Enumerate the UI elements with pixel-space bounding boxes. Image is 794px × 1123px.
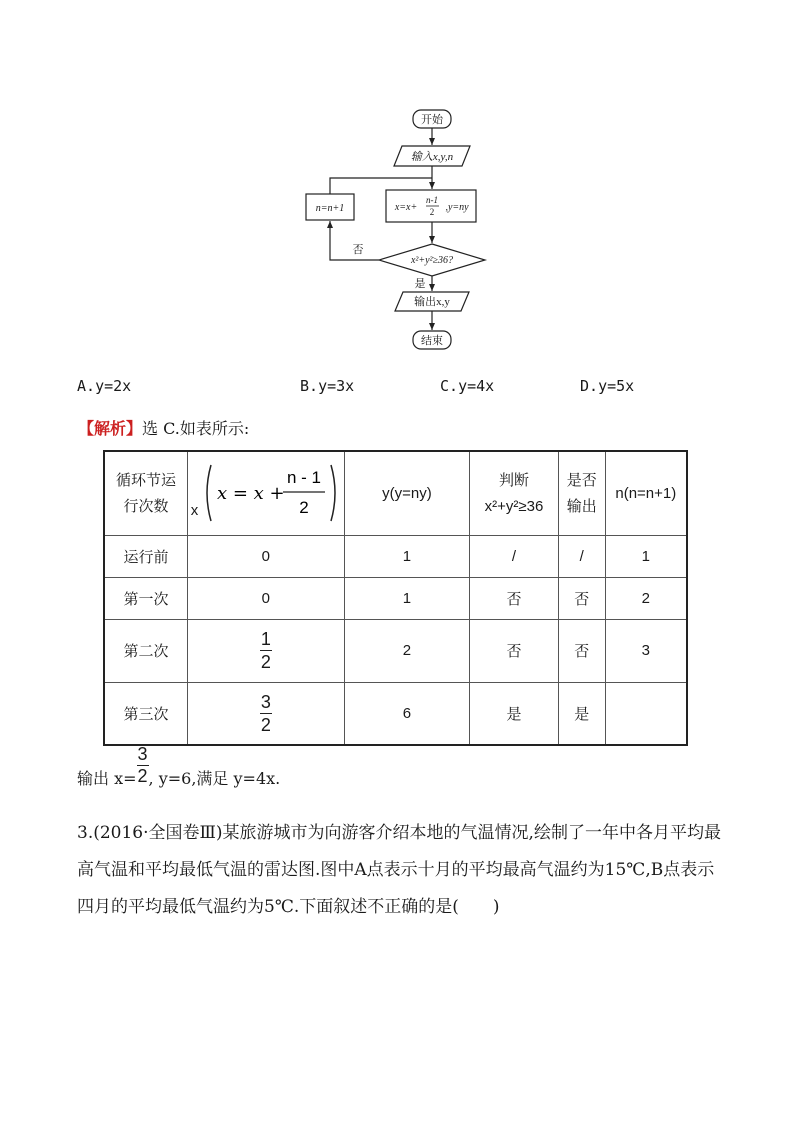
row-output: 是 <box>558 682 605 745</box>
header-loop: 循环节运 行次数 <box>104 451 187 535</box>
flow-output-text: 输出x,y <box>414 296 450 308</box>
header-x-formula <box>203 461 341 525</box>
flow-assign-suffix: ,y=ny <box>445 202 469 213</box>
row-label: 第二次 <box>104 619 187 682</box>
row-x <box>187 619 344 682</box>
row-y: 2 <box>344 619 469 682</box>
header-x-expr: x = x + <box>216 483 285 505</box>
row-judge: 否 <box>470 577 559 619</box>
row-x-fraction: $\frac{3}{2}$ <box>260 691 271 735</box>
flow-condition-text: x²+y²≥36? <box>410 255 454 266</box>
row-label: 运行前 <box>104 535 187 577</box>
flow-input-text: 输入x,y,n <box>410 151 454 163</box>
row-judge: / <box>470 535 559 577</box>
option-a[interactable]: A.y=2x <box>77 377 132 395</box>
row-output: 否 <box>558 619 605 682</box>
header-judge: 判断 x²+y²≥36 <box>470 451 559 535</box>
analysis-bracket-right: 】 <box>126 419 143 438</box>
header-n: n(n=n+1) <box>605 451 687 535</box>
flow-assign-num: n-1 <box>426 195 438 205</box>
row-n <box>605 682 687 745</box>
problem-3-text: 3.(2016·全国卷Ⅲ)某旅游城市为向游客介绍本地的气温情况,绘制了一年中各月平均最高气温和平均最低气温的雷达图.图中A点表示十月的平均最高气温约为15℃,B点表示四月的平均最低气温约为5℃.下面叙述不正确的是( ) <box>77 823 721 917</box>
row-y: 1 <box>344 535 469 577</box>
output-line <box>77 746 280 789</box>
row-x: 0 <box>187 577 344 619</box>
option-b[interactable]: B.y=3x <box>300 377 355 395</box>
row-n: 1 <box>605 535 687 577</box>
table-row <box>104 682 687 745</box>
flow-no-label: 否 <box>352 244 364 256</box>
option-d[interactable]: D.y=5x <box>580 377 635 395</box>
row-y: 6 <box>344 682 469 745</box>
analysis-line <box>78 416 249 439</box>
output-suffix: , y=6,满足 y=4x. <box>148 769 281 788</box>
row-label: 第一次 <box>104 577 187 619</box>
header-x-num: n - 1 <box>286 468 321 488</box>
analysis-text: 选 C.如表所示: <box>142 419 250 438</box>
row-x <box>187 682 344 745</box>
iteration-table <box>103 450 688 746</box>
row-x: 0 <box>187 535 344 577</box>
table-row <box>104 577 687 619</box>
flow-assign-prefix: x=x+ <box>394 202 418 213</box>
row-n: 2 <box>605 577 687 619</box>
row-judge: 是 <box>470 682 559 745</box>
flowchart <box>300 105 500 355</box>
row-judge: 否 <box>470 619 559 682</box>
row-output: 否 <box>558 577 605 619</box>
header-y: y(y=ny) <box>344 451 469 535</box>
flow-end-text: 结束 <box>421 335 443 347</box>
analysis-label: 解析 <box>94 419 127 438</box>
row-output: / <box>558 535 605 577</box>
output-fraction: $\frac{3}{2}$ <box>137 744 148 786</box>
row-x-fraction: $\frac{1}{2}$ <box>260 629 271 672</box>
row-y: 1 <box>344 577 469 619</box>
table-row <box>104 535 687 577</box>
row-label: 第三次 <box>104 682 187 745</box>
header-x-den: 2 <box>299 498 309 518</box>
table-row <box>104 619 687 682</box>
header-output: 是否 输出 <box>558 451 605 535</box>
output-prefix: 输出 x= <box>77 769 137 788</box>
flow-n-update-text: n=n+1 <box>315 203 345 214</box>
header-x: x x = x + n - 1 2 <box>187 451 344 535</box>
table-header-row <box>104 451 687 535</box>
flow-assign-den: 2 <box>429 207 435 217</box>
flow-start-text: 开始 <box>421 114 443 126</box>
flow-yes-label: 是 <box>414 278 426 290</box>
option-c[interactable]: C.y=4x <box>440 377 495 395</box>
row-n: 3 <box>605 619 687 682</box>
analysis-bracket-left: 【 <box>78 419 95 438</box>
